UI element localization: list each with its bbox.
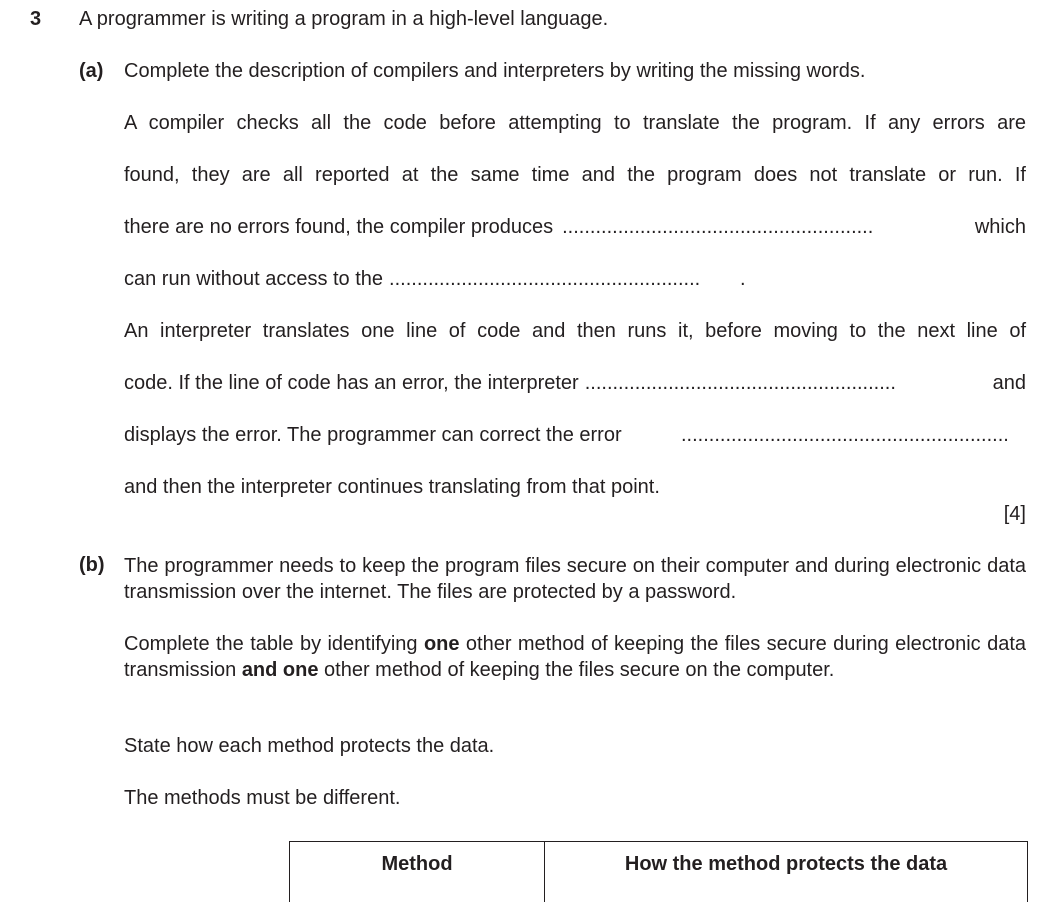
interpreter-line-3-start: displays the error. The programmer can correct the error xyxy=(124,424,622,446)
table-header-method: Method xyxy=(290,842,545,902)
part-a-label: (a) xyxy=(79,60,104,82)
answer-blank-4[interactable]: ........................................................... xyxy=(681,424,1009,446)
interpreter-line-2 xyxy=(124,372,1026,395)
interpreter-line-2-start: code. If the line of code has an error, the interpreter xyxy=(124,372,579,394)
compiler-line-4-start: can run without access to the xyxy=(124,268,384,290)
part-b-intro: The programmer needs to keep the program files secure on their computer and during electronic data transmission over the internet. The files are protected by a password. xyxy=(124,555,1026,603)
interpreter-line-1: An interpreter translates one line of code and then runs it, before moving to the next line of xyxy=(124,320,1026,342)
interpreter-line-3 xyxy=(124,424,1026,447)
table-header-protection: How the method protects the data xyxy=(624,853,948,875)
compiler-line-1: A compiler checks all the code before attempting to translate the program. If any errors are xyxy=(124,112,1026,134)
compiler-line-3-start: there are no errors found, the compiler produces xyxy=(124,216,554,238)
compiler-line-4-end: . xyxy=(740,268,746,290)
answer-blank-1[interactable]: ........................................................ xyxy=(562,216,874,238)
part-a-instruction: Complete the description of compilers and interpreters by writing the missing words. xyxy=(124,60,866,82)
part-b-different: The methods must be different. xyxy=(124,787,401,809)
question-number: 3 xyxy=(30,8,42,30)
compiler-line-2: found, they are all reported at the same time and the program does not translate or run. If xyxy=(124,164,1026,186)
part-b-label: (b) xyxy=(79,554,105,576)
compiler-line-3 xyxy=(124,216,1026,239)
question-stem: A programmer is writing a program in a high-level language. xyxy=(79,8,609,30)
methods-table xyxy=(289,841,1028,902)
compiler-line-4 xyxy=(124,268,1026,291)
answer-blank-3[interactable]: ........................................................ xyxy=(584,372,896,394)
compiler-line-3-end: which xyxy=(974,216,1026,238)
part-b-state: State how each method protects the data. xyxy=(124,735,495,757)
part-a-marks: [4] xyxy=(1003,503,1026,525)
part-b-instruction: Complete the table by identifying one other method of keeping the files secure during electronic data transmission and one other method of keeping the files secure on the computer. xyxy=(124,633,1027,681)
interpreter-line-2-end: and xyxy=(992,372,1026,394)
interpreter-line-4: and then the interpreter continues translating from that point. xyxy=(124,476,660,498)
answer-blank-2[interactable]: ........................................................ xyxy=(389,268,701,290)
